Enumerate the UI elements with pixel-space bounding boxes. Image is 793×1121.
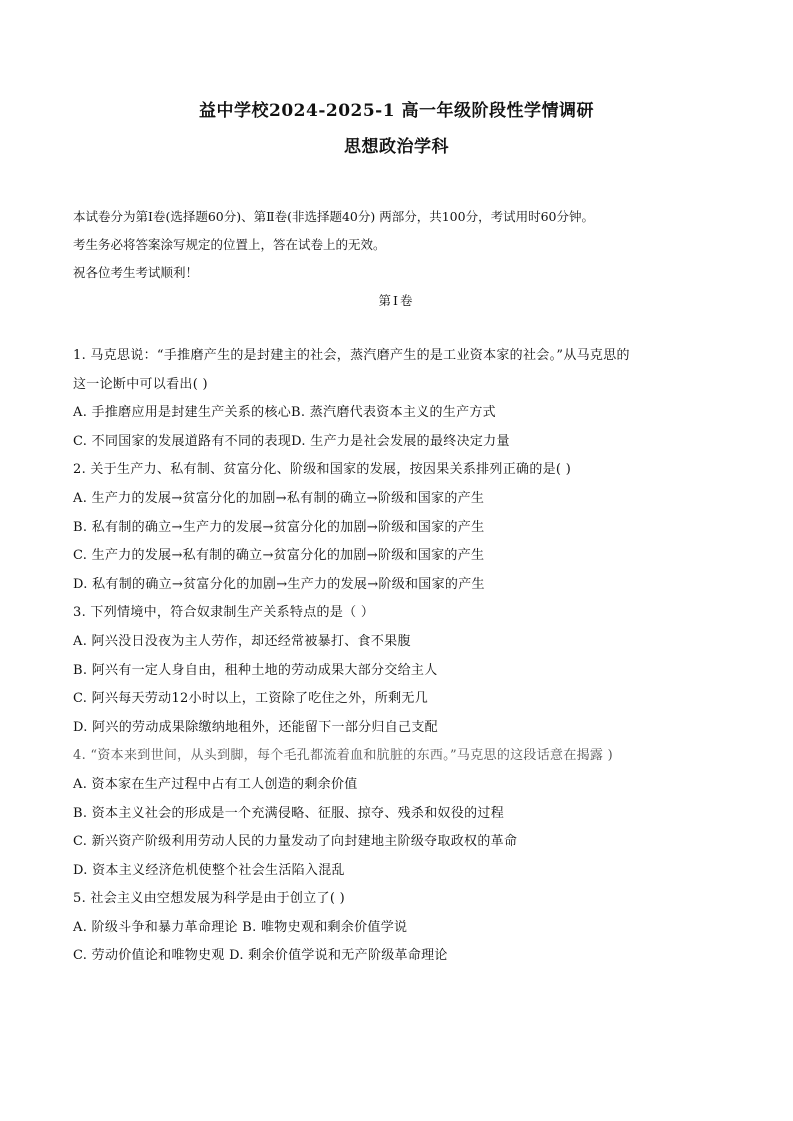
answer-option-d: D. 资本主义经济危机使整个社会生活陷入混乱: [73, 862, 345, 878]
answer-options-row: C. 劳动价值论和唯物史观 D. 剩余价值学说和无产阶级革命理论: [73, 948, 448, 964]
question-stem-continued: 这一论断中可以看出( ): [73, 376, 208, 392]
answer-option-c: C. 新兴资产阶级利用劳动人民的力量发动了向封建地主阶级夺取政权的革命: [73, 834, 518, 850]
question-1: [73, 345, 733, 459]
question-stem: 3. 下列情境中，符合奴隶制生产关系特点的是（ ）: [73, 605, 375, 621]
answer-option-a: A. 资本家在生产过程中占有工人创造的剩余价值: [73, 776, 358, 792]
answer-options-row: A. 阶级斗争和暴力革命理论 B. 唯物史观和剩余价值学说: [73, 919, 408, 935]
question-list: [73, 345, 733, 974]
answer-option-a: A. 阿兴没日没夜为主人劳作，却还经常被暴打、食不果腹: [73, 633, 411, 649]
question-2: [73, 459, 733, 602]
answer-options-row: C. 不同国家的发展道路有不同的表现D. 生产力是社会发展的最终决定力量: [73, 433, 510, 449]
question-stem: 2. 关于生产力、私有制、贫富分化、阶级和国家的发展，按因果关系排列正确的是( ): [73, 462, 572, 478]
question-5: [73, 888, 733, 974]
answer-option-b: B. 阿兴有一定人身自由，租种土地的劳动成果大部分交给主人: [73, 662, 438, 678]
question-stem: 1. 马克思说：“手推磨产生的是封建主的社会，蒸汽磨产生的是工业资本家的社会。”从马克思的: [73, 348, 630, 363]
answer-option-d: D. 私有制的确立→贫富分化的加剧→生产力的发展→阶级和国家的产生: [73, 576, 485, 592]
answer-options-row: A. 手推磨应用是封建生产关系的核心B. 蒸汽磨代表资本主义的生产方式: [73, 405, 496, 421]
question-stem: 4. “资本来到世间，从头到脚，每个毛孔都流着血和肮脏的东西。”马克思的这段话意在揭露 ): [73, 748, 614, 764]
instructions-line-3: 祝各位考生考试顺利！: [73, 265, 199, 280]
question-4: [73, 745, 733, 888]
answer-option-b: B. 资本主义社会的形成是一个充满侵略、征服、掠夺、残杀和奴役的过程: [73, 805, 505, 821]
answer-option-d: D. 阿兴的劳动成果除缴纳地租外，还能留下一部分归自己支配: [73, 719, 438, 735]
exam-subject: 思想政治学科: [344, 137, 449, 157]
instructions-line-2: 考生务必将答案涂写规定的位置上，答在试卷上的无效。: [73, 237, 386, 252]
exam-title: 益中学校2024-2025-1 高一年级阶段性学情调研: [199, 101, 594, 121]
question-stem: 5. 社会主义由空想发展为科学是由于创立了( ): [73, 891, 346, 907]
section-heading: 第Ⅰ卷: [378, 293, 415, 308]
question-3: [73, 602, 733, 745]
answer-option-c: C. 生产力的发展→私有制的确立→贫富分化的加剧→阶级和国家的产生: [73, 548, 485, 564]
instructions-line-1: 本试卷分为第Ⅰ卷(选择题60分)、第Ⅱ卷(非选择题40分) 两部分，共100分，考试用时60分钟。: [73, 209, 594, 224]
answer-option-a: A. 生产力的发展→贫富分化的加剧→私有制的确立→阶级和国家的产生: [73, 490, 485, 506]
answer-option-c: C. 阿兴每天劳动12小时以上，工资除了吃住之外，所剩无几: [73, 691, 428, 707]
answer-option-b: B. 私有制的确立→生产力的发展→贫富分化的加剧→阶级和国家的产生: [73, 519, 485, 535]
